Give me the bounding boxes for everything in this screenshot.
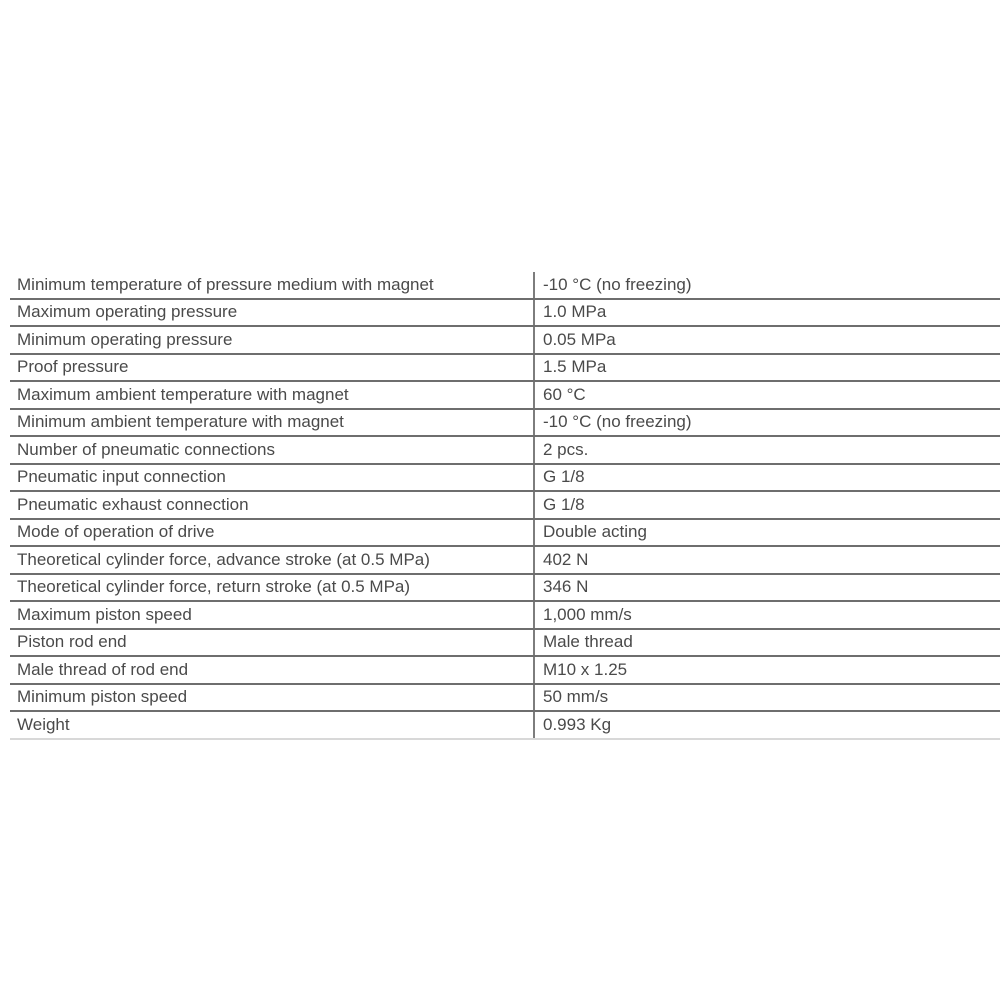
value-cell: 2 pcs. (533, 437, 1000, 463)
table-row (10, 685, 1000, 713)
property-cell: Maximum operating pressure (17, 302, 238, 322)
property-cell: Male thread of rod end (17, 659, 189, 679)
table-row (10, 437, 1000, 465)
table-row (10, 300, 1000, 328)
value-cell: G 1/8 (533, 465, 1000, 491)
property-cell: Minimum operating pressure (17, 329, 233, 349)
table-row (10, 465, 1000, 493)
property-cell: Proof pressure (17, 357, 129, 377)
table-row (10, 410, 1000, 438)
value-cell: 0.05 MPa (533, 327, 1000, 353)
property-cell: Pneumatic exhaust connection (17, 494, 249, 514)
table-row (10, 547, 1000, 575)
value-cell: 1.0 MPa (533, 300, 1000, 326)
table-row (10, 575, 1000, 603)
value-cell: 60 °C (533, 382, 1000, 408)
value-cell: 402 N (533, 547, 1000, 573)
table-row (10, 327, 1000, 355)
property-cell: Pneumatic input connection (17, 467, 226, 487)
value-cell: Male thread (533, 630, 1000, 656)
value-cell: 50 mm/s (533, 685, 1000, 711)
property-cell: Maximum ambient temperature with magnet (17, 384, 349, 404)
value-cell: Double acting (533, 520, 1000, 546)
property-cell: Minimum ambient temperature with magnet (17, 412, 344, 432)
table-row (10, 272, 1000, 300)
value-cell: -10 °C (no freezing) (533, 410, 1000, 436)
table-row (10, 355, 1000, 383)
table-row (10, 382, 1000, 410)
property-cell: Minimum temperature of pressure medium with magnet (17, 274, 434, 294)
table-row (10, 630, 1000, 658)
table-row (10, 712, 1000, 740)
property-cell: Weight (17, 714, 70, 734)
value-cell: 346 N (533, 575, 1000, 601)
value-cell: 1.5 MPa (533, 355, 1000, 381)
value-cell: -10 °C (no freezing) (533, 272, 1000, 298)
table-row (10, 657, 1000, 685)
specifications-table (10, 272, 1000, 740)
value-cell: M10 x 1.25 (533, 657, 1000, 683)
table-row (10, 492, 1000, 520)
property-cell: Number of pneumatic connections (17, 439, 275, 459)
property-cell: Theoretical cylinder force, return stroke (at 0.5 MPa) (17, 577, 411, 597)
value-cell: 1,000 mm/s (533, 602, 1000, 628)
value-cell: G 1/8 (533, 492, 1000, 518)
property-cell: Maximum piston speed (17, 604, 192, 624)
property-cell: Mode of operation of drive (17, 522, 215, 542)
table-row (10, 520, 1000, 548)
table-row (10, 602, 1000, 630)
value-cell: 0.993 Kg (533, 712, 1000, 738)
property-cell: Piston rod end (17, 632, 127, 652)
property-cell: Theoretical cylinder force, advance stroke (at 0.5 MPa) (17, 549, 430, 569)
property-cell: Minimum piston speed (17, 687, 188, 707)
